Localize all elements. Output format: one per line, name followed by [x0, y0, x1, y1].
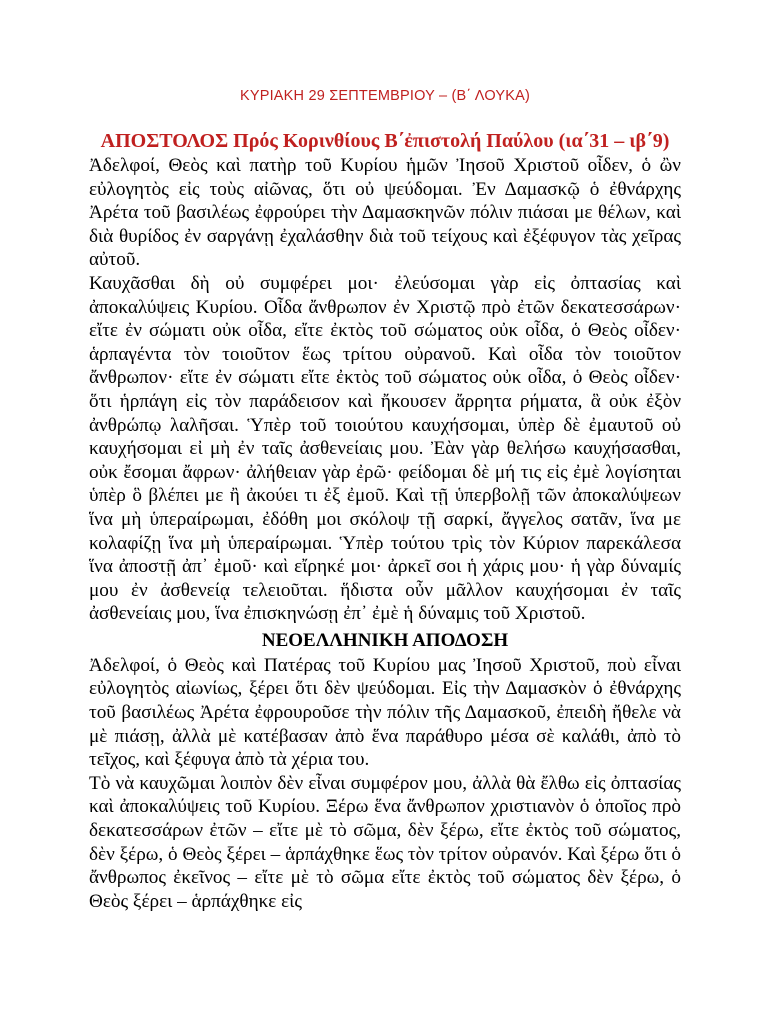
- modern-paragraph-2: Τὸ νὰ καυχῶμαι λοιπὸν δὲν εἶναι συμφέρον μου, ἀλλὰ θὰ ἔλθω εἰς ὀπτασίας καὶ ἀποκαλύψεις τοῦ Κυρίου. Ξέρω ἕνα ἄνθρωπον χριστιανὸν ὁ ὁποῖος πρὸ δεκατεσσάρων ἐτῶν – εἴτε μὲ τὸ σῶμα, δὲν ξέρω, εἴτε ἐκτὸς τοῦ σώματος, δὲν ξέρω, ὁ Θεὸς ξέρει – ἁρπάχθηκε ἕως τὸν τρίτον οὐρανόν. Καὶ ξέρω ὅτι ὁ ἄνθρωπος ἐκεῖνος – εἴτε μὲ τὸ σῶμα εἴτε ἐκτὸς τοῦ σώματος δὲν ξέρω, ὁ Θεὸς ξέρει – ἁρπάχθηκε εἰς: [89, 772, 681, 912]
- modern-paragraph-1: Ἀδελφοί, ὁ Θεὸς καὶ Πατέρας τοῦ Κυρίου μας Ἰησοῦ Χριστοῦ, ποὺ εἶναι εὐλογητὸς αἰωνίως, ξέρει ὅτι δὲν ψεύδομαι. Εἰς τὴν Δαμασκὸν ὁ ἐθνάρχης τοῦ βασιλέως Ἀρέτα ἐφρουροῦσε τὴν πόλιν τῆς Δαμασκοῦ, ἐπειδὴ ἤθελε νὰ μὲ πιάσῃ, ἀλλὰ μὲ κατέβασαν ἀπὸ ἕνα παράθυρο μέσα σὲ καλάθι, ἀπὸ τὸ τεῖχος, καὶ ξέφυγα ἀπὸ τὰ χέρια του.: [89, 654, 681, 771]
- epistle-title: ΑΠΟΣΤΟΛΟΣ Πρός Κορινθίους Β΄ἐπιστολή Παύλου (ια΄31 – ιβ΄9): [100, 130, 670, 152]
- page-header: ΚΥΡΙΑΚΗ 29 ΣΕΠΤΕΜΒΡΙΟΥ – (Β΄ ΛΟΥΚΑ): [239, 88, 531, 104]
- epistle-paragraph-2: Καυχᾶσθαι δὴ οὐ συμφέρει μοι· ἐλεύσομαι γὰρ εἰς ὀπτασίας καὶ ἀποκαλύψεις Κυρίου. Οἶδα ἄνθρωπον ἐν Χριστῷ πρὸ ἐτῶν δεκατεσσάρων· εἴτε ἐν σώματι οὐκ οἶδα, εἴτε ἐκτὸς τοῦ σώματος οὐκ οἶδα, ὁ Θεὸς οἶδεν· ἁρπαγέντα τὸν τοιοῦτον ἕως τρίτου οὐρανοῦ. Καὶ οἶδα τὸν τοιοῦτον ἄνθρωπον· εἴτε ἐν σώματι εἴτε ἐκτὸς τοῦ σώματος οὐκ οἶδα, ὁ Θεὸς οἶδεν· ὅτι ἡρπάγη εἰς τὸν παράδεισον καὶ ἤκουσεν ἄρρητα ρήματα, ἃ οὐκ ἐξὸν ἀνθρώπῳ λαλῆσαι. Ὑπὲρ τοῦ τοιούτου καυχήσομαι, ὑπὲρ δὲ ἐμαυτοῦ οὐ καυχήσομαι εἰ μὴ ἐν ταῖς ἀσθενείαις μου. Ἐὰν γὰρ θελήσω καυχήσασθαι, οὐκ ἔσομαι ἄφρων· ἀλήθειαν γὰρ ἐρῶ· φείδομαι δὲ μή τις εἰς ἐμὲ λογίσηται ὑπὲρ ὃ βλέπει με ἢ ἀκούει τι ἐξ ἐμοῦ. Καὶ τῇ ὑπερβολῇ τῶν ἀποκαλύψεων ἵνα μὴ ὑπεραίρωμαι, ἐδόθη μοι σκόλοψ τῇ σαρκί, ἄγγελος σατᾶν, ἵνα με κολαφίζῃ ἵνα μὴ ὑπεραίρωμαι. Ὑπὲρ τούτου τρὶς τὸν Κύριον παρεκάλεσα ἵνα ἀποστῇ ἀπ᾽ ἐμοῦ· καὶ εἴρηκέ μοι· ἀρκεῖ σοι ἡ χάρις μου· ἡ γὰρ δύναμίς μου ἐν ἀσθενείᾳ τελειοῦται. ἥδιστα οὖν μᾶλλον καυχήσομαι ἐν ταῖς ἀσθενείαις μου, ἵνα ἐπισκηνώσῃ ἐπ᾽ ἐμὲ ἡ δύναμις τοῦ Χριστοῦ.: [89, 272, 681, 625]
- page-content: [89, 0, 681, 1024]
- epistle-paragraph-1: Ἀδελφοί, Θεὸς καὶ πατὴρ τοῦ Κυρίου ἡμῶν Ἰησοῦ Χριστοῦ οἶδεν, ὁ ὢν εὐλογητὸς εἰς τοὺς αἰῶνας, ὅτι οὐ ψεύδομαι. Ἐν Δαμασκῷ ὁ ἐθνάρχης Ἀρέτα τοῦ βασιλέως ἐφρούρει τὴν Δαμασκηνῶν πόλιν πιάσαι με θέλων, καὶ διὰ θυρίδος ἐν σαργάνῃ ἐχαλάσθην διὰ τοῦ τείχους καὶ ἐξέφυγον τὰς χεῖρας αὐτοῦ.: [89, 155, 681, 271]
- modern-translation-heading: ΝΕΟΕΛΛΗΝΙΚΗ ΑΠΟΔΟΣΗ: [261, 629, 509, 651]
